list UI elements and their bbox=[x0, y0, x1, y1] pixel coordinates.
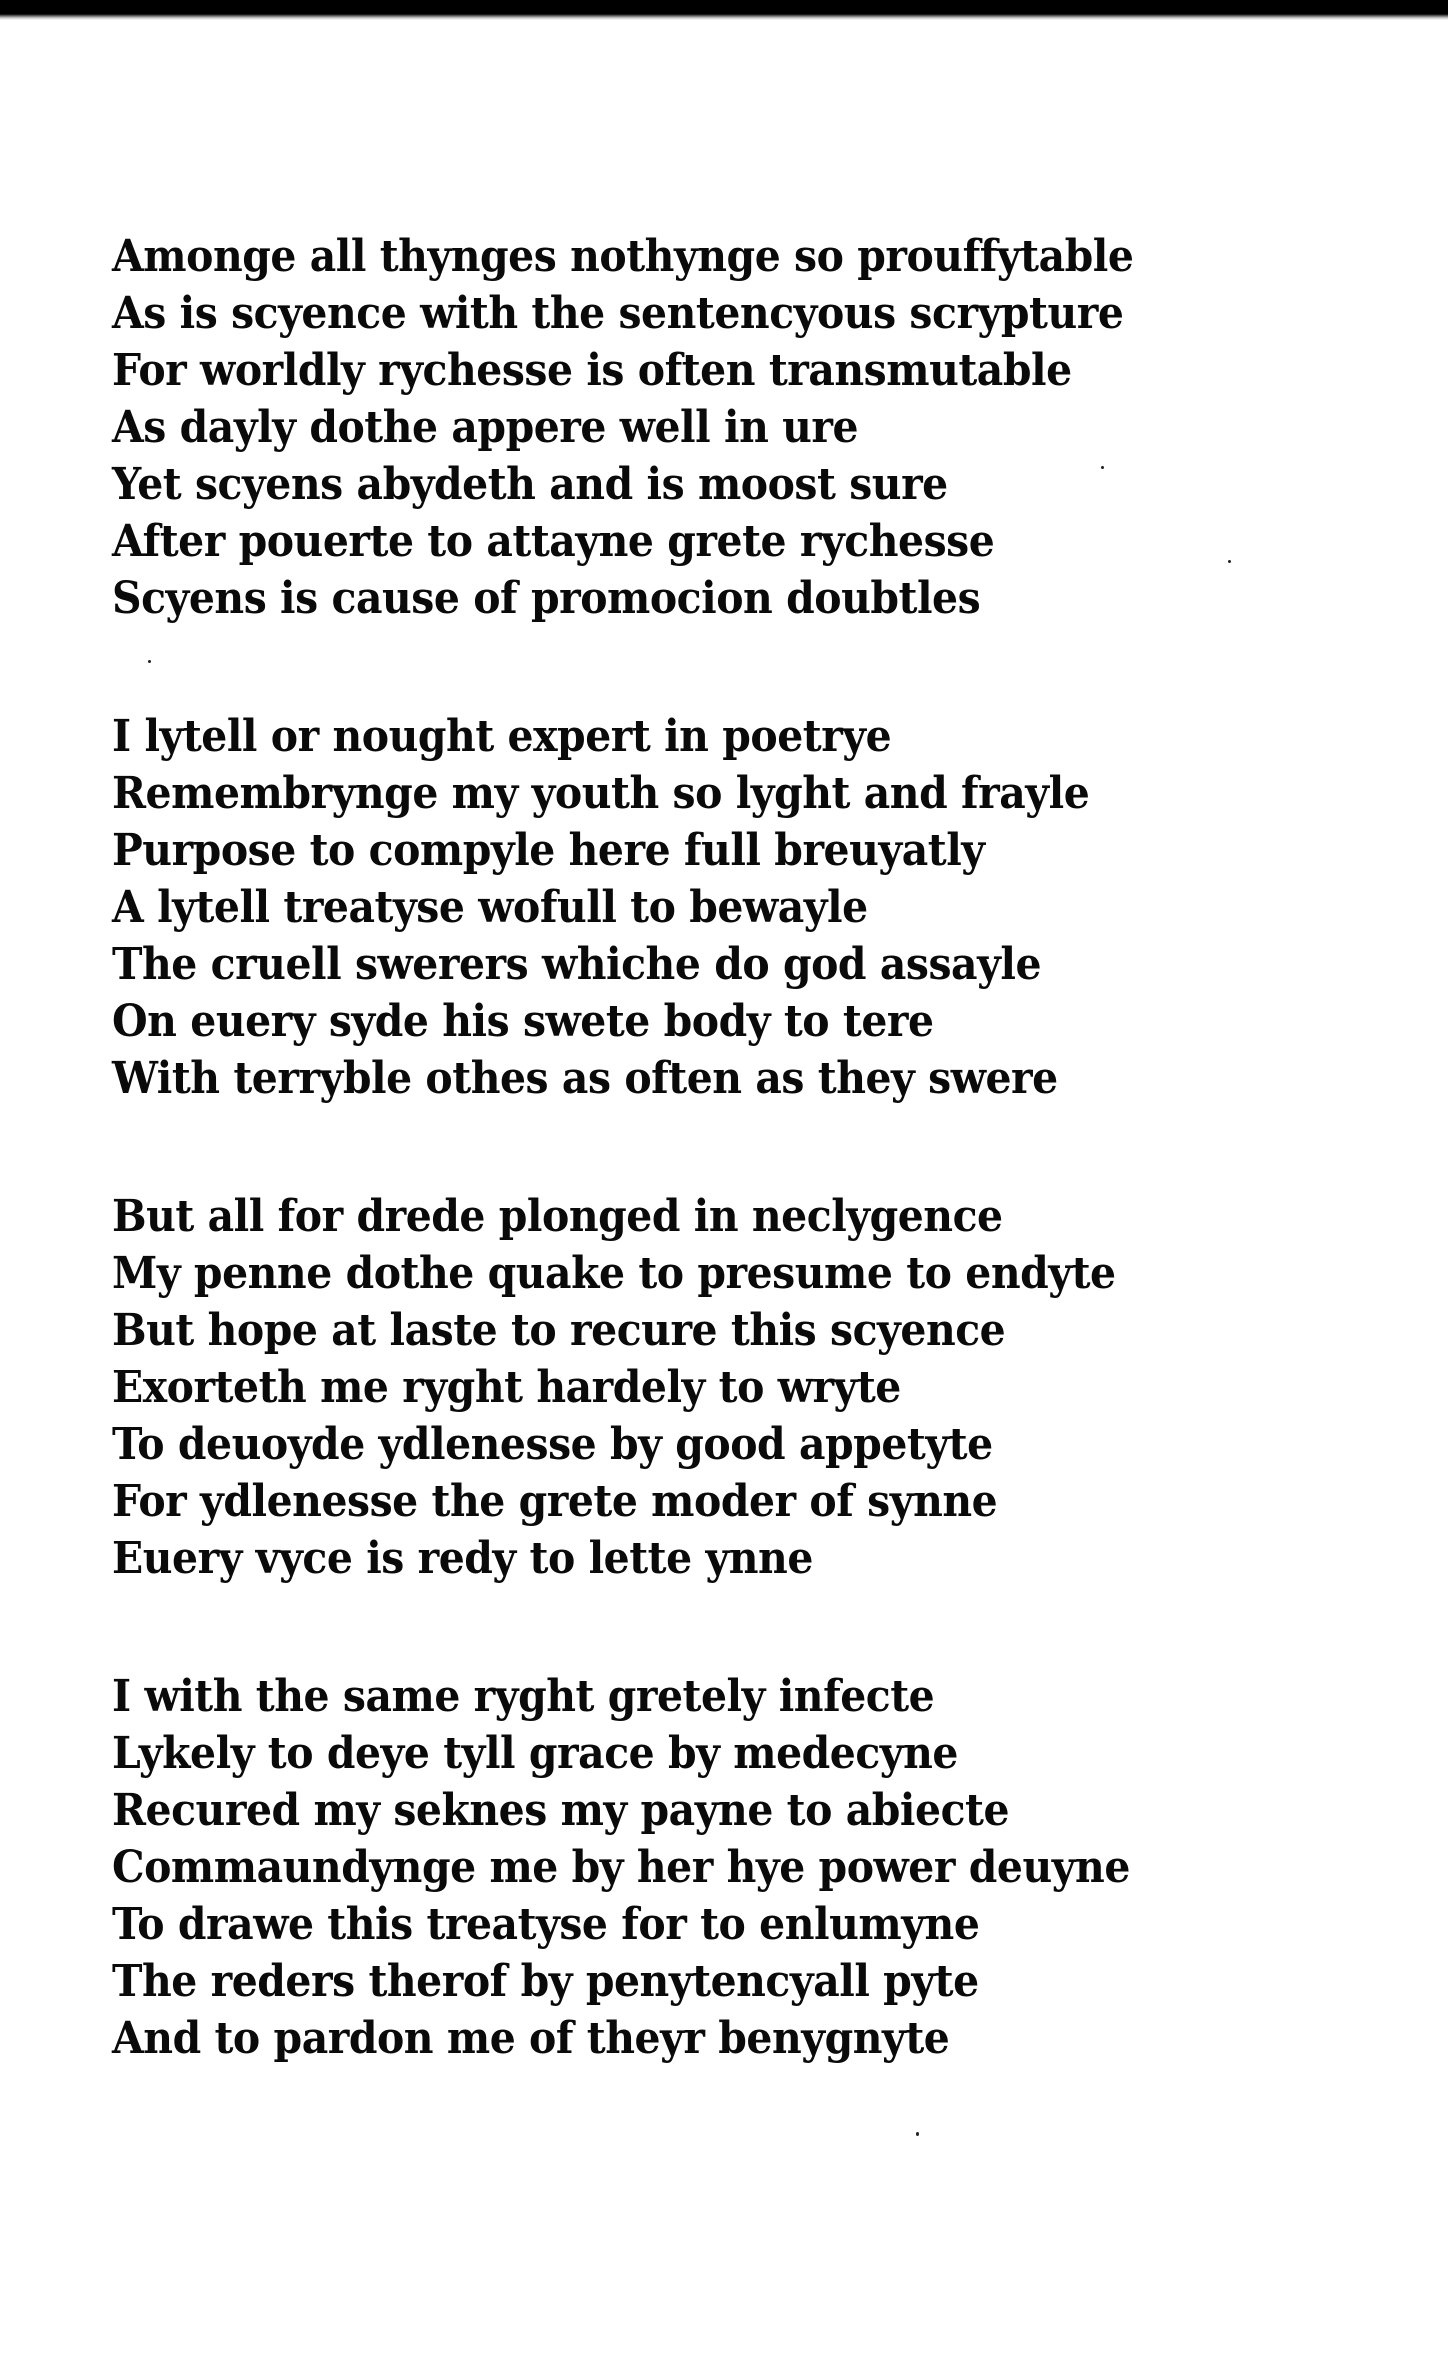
ink-speck bbox=[1228, 560, 1231, 563]
verse-line: Scyens is cause of promocion doubtles bbox=[112, 573, 981, 624]
verse-line: Remembrynge my youth so lyght and frayle bbox=[112, 768, 1090, 819]
verse-line: Yet scyens abydeth and is moost sure bbox=[112, 459, 948, 510]
verse-line: As dayly dothe appere well in ure bbox=[112, 402, 859, 453]
verse-line: But all for drede plonged in neclygence bbox=[112, 1191, 1003, 1242]
verse-line: On euery syde his swete body to tere bbox=[112, 996, 934, 1047]
verse-line: After pouerte to attayne grete rychesse bbox=[112, 516, 995, 567]
page-top-border bbox=[0, 0, 1448, 14]
verse-line: A lytell treatyse wofull to bewayle bbox=[112, 882, 868, 933]
verse-line: For worldly rychesse is often transmutable bbox=[112, 345, 1072, 396]
stanza-4 bbox=[112, 1668, 1212, 2067]
verse-line: My penne dothe quake to presume to endyte bbox=[112, 1248, 1116, 1299]
verse-line: Euery vyce is redy to lette ynne bbox=[112, 1533, 813, 1584]
verse-line: With terryble othes as often as they swere bbox=[112, 1053, 1058, 1104]
verse-line: The cruell swerers whiche do god assayle bbox=[112, 939, 1042, 990]
verse-line: Recured my seknes my payne to abiecte bbox=[112, 1785, 1010, 1836]
verse-line: But hope at laste to recure this scyence bbox=[112, 1305, 1006, 1356]
verse-line: I with the same ryght gretely infecte bbox=[112, 1671, 935, 1722]
stanza-1 bbox=[112, 228, 1212, 627]
ink-speck bbox=[916, 2132, 919, 2136]
verse-line: Amonge all thynges nothynge so prouffytable bbox=[112, 231, 1134, 282]
verse-line: And to pardon me of theyr benygnyte bbox=[112, 2013, 950, 2064]
verse-line: To drawe this treatyse for to enlumyne bbox=[112, 1899, 980, 1950]
verse-line: For ydlenesse the grete moder of synne bbox=[112, 1476, 998, 1527]
stanza-2 bbox=[112, 708, 1212, 1107]
verse-line: Lykely to deye tyll grace by medecyne bbox=[112, 1728, 958, 1779]
stanza-3 bbox=[112, 1188, 1212, 1587]
verse-line: To deuoyde ydlenesse by good appetyte bbox=[112, 1419, 993, 1470]
verse-line: The reders therof by penytencyall pyte bbox=[112, 1956, 979, 2007]
verse-line: Exorteth me ryght hardely to wryte bbox=[112, 1362, 901, 1413]
ink-speck bbox=[148, 660, 151, 663]
verse-line: I lytell or nought expert in poetrye bbox=[112, 711, 892, 762]
ink-speck bbox=[1101, 466, 1104, 469]
verse-line: Commaundynge me by her hye power deuyne bbox=[112, 1842, 1130, 1893]
verse-line: As is scyence with the sentencyous scrypture bbox=[112, 288, 1124, 339]
poem-text bbox=[112, 228, 1212, 2148]
verse-line: Purpose to compyle here full breuyatly bbox=[112, 825, 985, 876]
